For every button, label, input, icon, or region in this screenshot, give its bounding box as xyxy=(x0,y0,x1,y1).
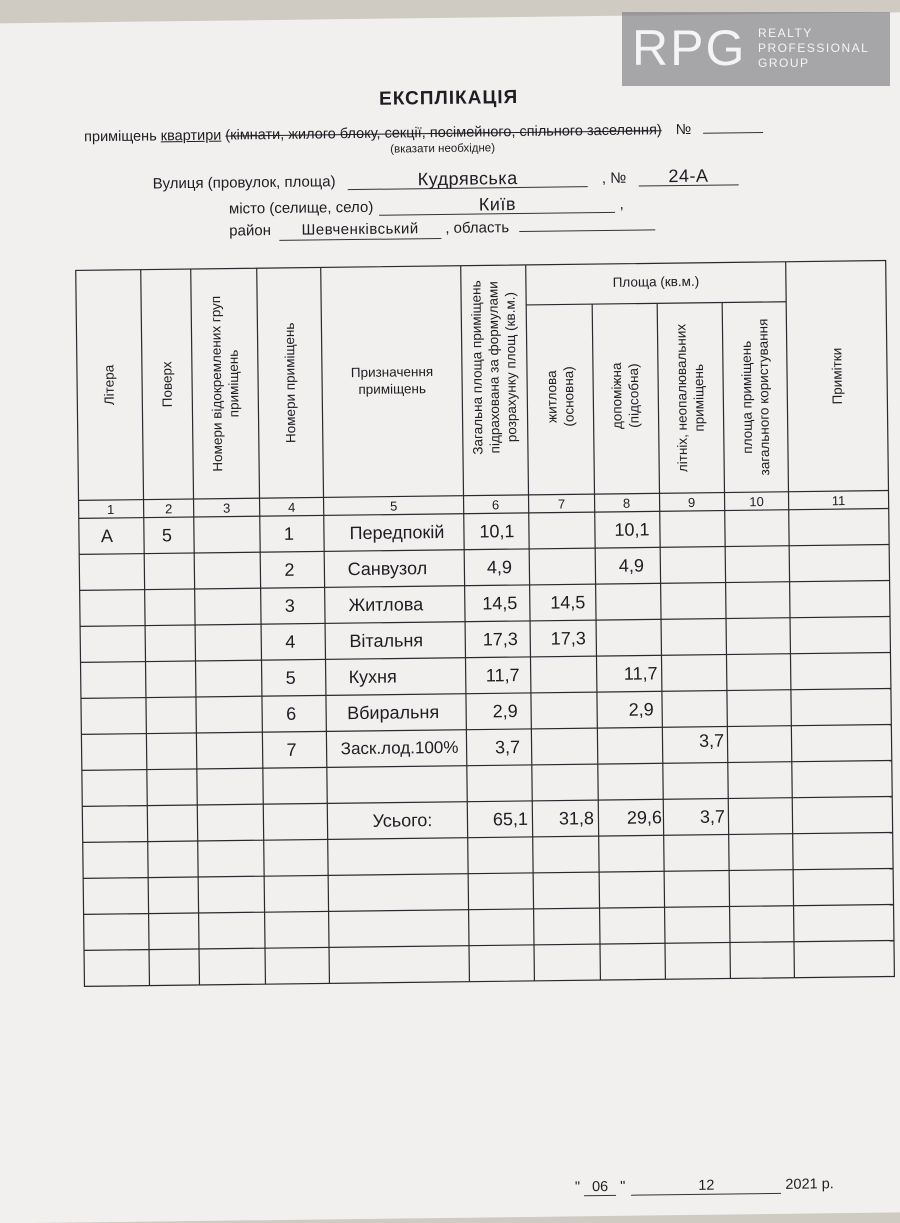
cell-living-area: 14,5 xyxy=(550,592,586,613)
district-label: район xyxy=(229,222,272,240)
header-area-group: Площа (кв.м.) xyxy=(612,273,700,290)
header-litera: Літера xyxy=(101,364,117,406)
explication-table-grid xyxy=(0,12,900,1023)
header-groups: Номери відокремлених груп приміщень xyxy=(208,295,242,472)
column-number: 9 xyxy=(687,494,696,510)
premises-number-label: № xyxy=(675,121,692,139)
street-label: Вулиця (провулок, площа) xyxy=(152,173,336,193)
header-floor: Поверх xyxy=(159,361,175,408)
total-summer-sum: 3,7 xyxy=(699,806,726,827)
header-living: житлова (основна) xyxy=(543,366,577,427)
logo-line-3: GROUP xyxy=(758,56,810,70)
cell-aux-area: 2,9 xyxy=(628,699,654,720)
header-auxiliary: допоміжна (підсобна) xyxy=(608,362,642,430)
total-label: Усього: xyxy=(372,810,433,831)
logo-mark: RPG xyxy=(632,20,747,76)
header-total-area: Загальна площа приміщень підрахована за формулами розрахунку площ (кв.м.) xyxy=(468,280,520,455)
column-number: 7 xyxy=(557,496,566,512)
city-label: місто (селище, село) xyxy=(228,198,374,218)
cell-aux-area: 11,7 xyxy=(623,663,658,684)
document-title: ЕКСПЛІКАЦІЯ xyxy=(378,87,519,110)
header-room-numbers: Номери приміщень xyxy=(281,322,299,444)
header-summer: літніх, неопалювальних приміщень xyxy=(673,323,707,473)
column-number: 5 xyxy=(389,498,398,514)
cell-room-name: Житлова xyxy=(348,594,424,616)
premises-struck-options: (кімнати, жилого блоку, секції, посімейного, спільного заселення) xyxy=(225,122,662,144)
cell-room-name: Заск.лод.100% xyxy=(340,737,459,759)
cell-room-number: 5 xyxy=(285,667,296,688)
cell-room-number: 7 xyxy=(286,739,297,760)
street-value: Кудрявська xyxy=(348,168,588,190)
cell-aux-area: 4,9 xyxy=(618,555,645,576)
column-number: 4 xyxy=(287,499,296,515)
house-number-label: , № xyxy=(601,169,627,187)
cell-total-area: 14,5 xyxy=(482,593,518,614)
cell-room-number: 2 xyxy=(284,559,295,580)
cell-room-name: Кухня xyxy=(348,666,397,688)
document-date xyxy=(575,1176,834,1196)
total-living-sum: 31,8 xyxy=(558,808,595,829)
cell-living-area: 17,3 xyxy=(550,628,586,649)
header-common: площа приміщень загального користування xyxy=(738,318,773,476)
total-aux-sum: 29,6 xyxy=(626,807,663,828)
region-label: , область xyxy=(445,219,510,237)
premises-selected: квартири xyxy=(160,127,222,145)
document-page xyxy=(0,12,900,1223)
header-notes: Примітки xyxy=(829,347,845,405)
cell-room-number: 4 xyxy=(285,631,296,652)
cell-total-area: 3,7 xyxy=(494,737,521,758)
cell-total-area: 2,9 xyxy=(492,701,518,722)
premises-hint: (вказати необхідне) xyxy=(390,142,496,156)
header-purpose: Призначення приміщень xyxy=(350,364,434,397)
column-number: 6 xyxy=(491,497,500,513)
rpg-logo-watermark xyxy=(622,12,890,86)
cell-room-name: Санвузол xyxy=(347,558,428,580)
column-number: 2 xyxy=(164,501,173,517)
cell-room-name: Вітальня xyxy=(349,630,424,652)
date-quote-close: " xyxy=(620,1178,626,1195)
cell-floor: 5 xyxy=(161,525,173,546)
cell-aux-area: 10,1 xyxy=(614,519,650,540)
premises-prefix: приміщень xyxy=(84,128,157,146)
date-year: 2021 р. xyxy=(785,1176,834,1193)
cell-room-number: 6 xyxy=(286,703,297,724)
column-number: 10 xyxy=(749,494,764,510)
total-area-sum: 65,1 xyxy=(492,808,529,830)
date-day: 06 xyxy=(584,1179,616,1196)
cell-total-area: 17,3 xyxy=(482,629,518,650)
cell-total-area: 4,9 xyxy=(486,557,513,578)
logo-line-1: REALTY xyxy=(758,26,813,40)
logo-line-2: PROFESSIONAL xyxy=(758,41,870,55)
cell-room-name: Передпокій xyxy=(349,521,445,544)
column-number: 3 xyxy=(222,500,231,516)
date-month: 12 xyxy=(631,1177,781,1196)
cell-litera: А xyxy=(100,525,114,547)
column-number: 8 xyxy=(622,495,631,511)
cell-total-area: 10,1 xyxy=(479,521,515,542)
cell-room-name: Вбиральня xyxy=(347,702,440,724)
cell-total-area: 11,7 xyxy=(485,665,520,686)
house-number-value: 24-А xyxy=(638,166,738,186)
city-value: Київ xyxy=(379,194,615,216)
district-value: Шевченківський xyxy=(279,220,441,241)
date-quote-open: " xyxy=(574,1179,581,1196)
column-number: 11 xyxy=(831,493,846,509)
column-number: 1 xyxy=(106,501,115,518)
cell-summer-area: 3,7 xyxy=(698,730,725,751)
city-row: місто (селище, село) Київ , xyxy=(228,194,624,218)
cell-room-number: 1 xyxy=(283,523,295,544)
cell-room-number: 3 xyxy=(284,595,295,616)
